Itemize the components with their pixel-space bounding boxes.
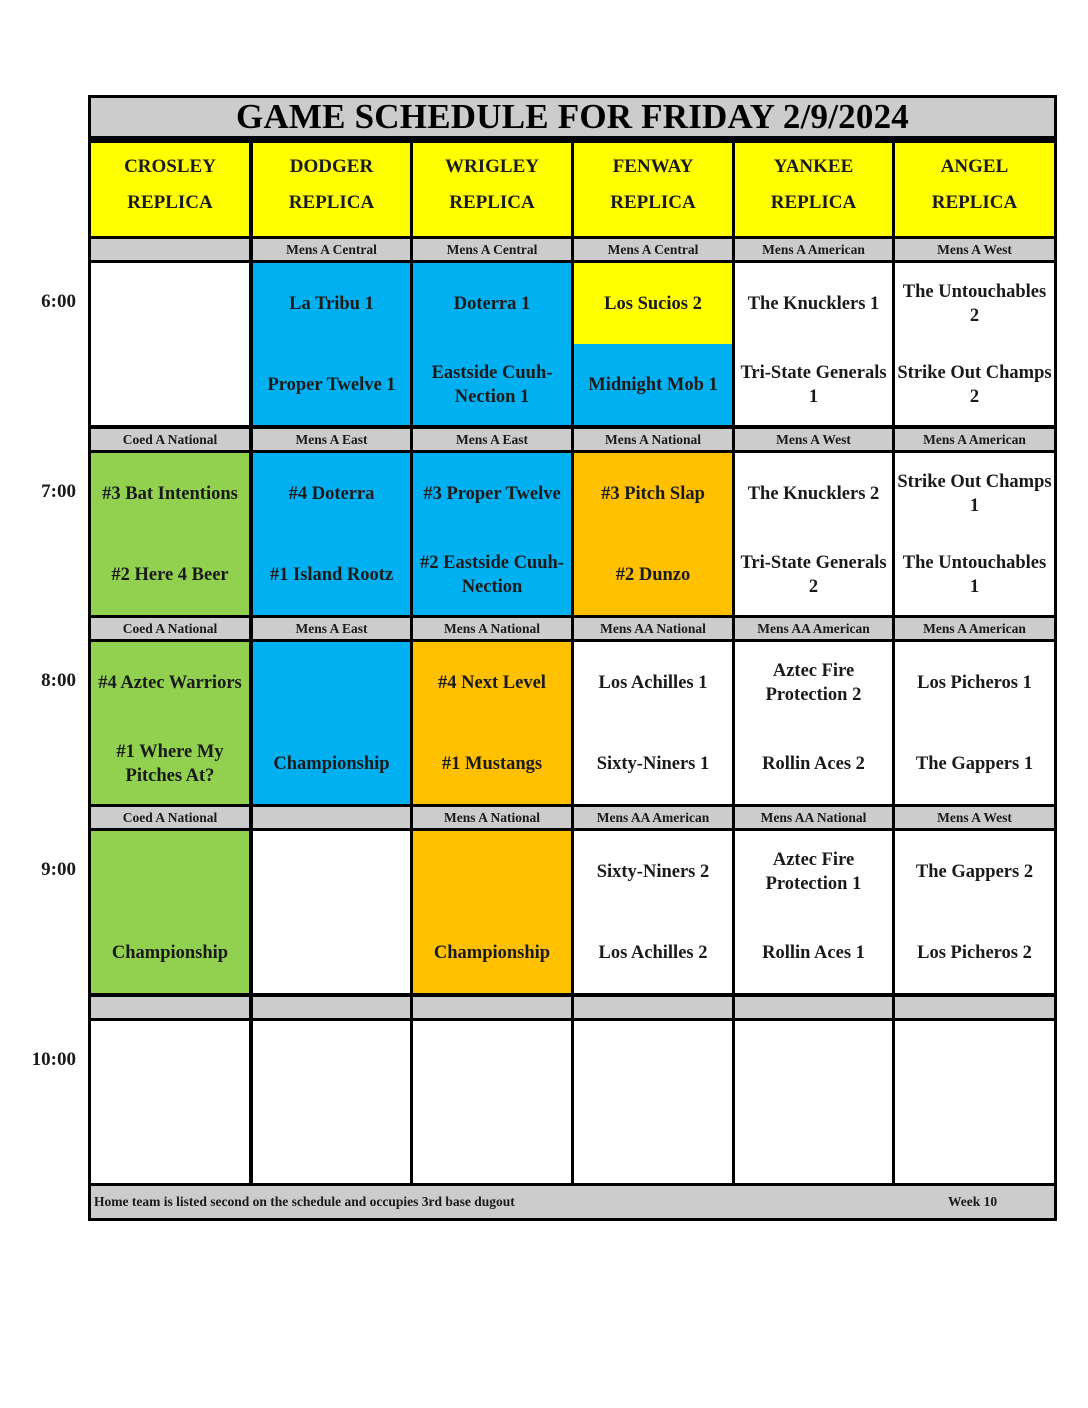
field-name: ANGEL [940, 156, 1009, 177]
division-label: Coed A National [91, 807, 249, 828]
away-team: Aztec Fire Protection 2 [765, 660, 862, 705]
division-label: Mens A National [413, 807, 571, 828]
division-label: Mens A Central [413, 239, 571, 260]
footer-bar [91, 1186, 1054, 1218]
away-team: Los Achilles 1 [598, 672, 708, 693]
home-team: Los Picheros 2 [917, 942, 1032, 963]
home-team: #1 Mustangs [441, 753, 543, 774]
away-team: Los Picheros 1 [917, 672, 1032, 693]
game-cell [91, 831, 249, 993]
field-header [413, 143, 571, 236]
division-label: Mens AA American [574, 807, 732, 828]
away-team [253, 831, 410, 912]
field-name: FENWAY [612, 156, 694, 177]
home-team: Midnight Mob 1 [588, 374, 718, 395]
game-cell [735, 1021, 892, 1183]
home-team: Championship [273, 753, 390, 774]
division-label: Mens A National [574, 429, 732, 450]
game-cell [413, 642, 571, 804]
away-team: Sixty-Niners 2 [596, 861, 710, 882]
away-team [253, 1021, 410, 1102]
away-team: #3 Proper Twelve [423, 483, 561, 504]
game-cell [574, 453, 732, 615]
field-name: CROSLEY [124, 156, 216, 177]
division-label: Mens AA American [735, 618, 892, 639]
away-team: The Gappers 2 [915, 861, 1034, 882]
division-label: Mens A Central [253, 239, 410, 260]
division-label: Mens A West [895, 239, 1054, 260]
away-team: #4 Aztec Warriors [98, 672, 242, 693]
home-team: The Untouchables 1 [902, 552, 1047, 597]
game-cell [91, 263, 249, 425]
time-label: 10:00 [31, 1049, 76, 1070]
game-cell [895, 263, 1054, 425]
away-team: Doterra 1 [453, 293, 531, 314]
home-team: Los Achilles 2 [598, 942, 708, 963]
field-subtitle: REPLICA [770, 192, 857, 213]
division-label [413, 997, 571, 1018]
away-team: Los Sucios 2 [574, 263, 732, 344]
home-team [253, 1102, 410, 1183]
game-cell [574, 1021, 732, 1183]
game-cell [735, 831, 892, 993]
division-label: Mens A East [253, 618, 410, 639]
field-name: WRIGLEY [445, 156, 539, 177]
division-label: Mens A American [895, 429, 1054, 450]
home-team: #2 Dunzo [615, 564, 691, 585]
home-team: Rollin Aces 1 [762, 942, 865, 963]
home-team: Championship [433, 942, 551, 963]
home-team [413, 1102, 571, 1183]
division-label: Mens A National [413, 618, 571, 639]
home-team [735, 1102, 892, 1183]
game-cell [413, 1021, 571, 1183]
home-team: Tri-State Generals 1 [740, 362, 887, 407]
field-name: DODGER [289, 156, 374, 177]
footer-note: Home team is listed second on the schedule and occupies 3rd base dugout [94, 1194, 515, 1209]
game-cell [91, 453, 249, 615]
field-subtitle: REPLICA [449, 192, 535, 213]
away-team [574, 1021, 732, 1102]
home-team: The Gappers 1 [915, 753, 1034, 774]
time-label: 9:00 [41, 859, 76, 880]
game-cell [735, 453, 892, 615]
game-cell [895, 831, 1054, 993]
away-team [91, 1021, 249, 1102]
time-label: 7:00 [41, 481, 76, 502]
away-team [91, 263, 249, 344]
division-label: Mens A Central [574, 239, 732, 260]
time-label: 8:00 [41, 670, 76, 691]
field-subtitle: REPLICA [610, 192, 696, 213]
field-subtitle: REPLICA [931, 192, 1018, 213]
game-cell [413, 831, 571, 993]
away-team: #4 Next Level [438, 672, 546, 693]
home-team [91, 1102, 249, 1183]
home-team: Eastside Cuuh-Nection 1 [431, 362, 553, 407]
home-team: #2 Here 4 Beer [111, 564, 229, 585]
away-team: The Knucklers 1 [747, 293, 880, 314]
game-cell [253, 642, 410, 804]
division-label: Mens A American [895, 618, 1054, 639]
away-team: The Knucklers 2 [747, 483, 880, 504]
home-team: Proper Twelve 1 [267, 374, 396, 395]
field-subtitle: REPLICA [288, 192, 375, 213]
away-team: Aztec Fire Protection 1 [765, 849, 862, 894]
home-team: Championship [111, 942, 229, 963]
game-cell [253, 453, 410, 615]
division-label [735, 997, 892, 1018]
away-team [91, 831, 249, 912]
game-cell [413, 453, 571, 615]
division-label: Coed A National [91, 618, 249, 639]
week-label: Week 10 [948, 1194, 998, 1209]
field-subtitle: REPLICA [127, 192, 213, 213]
field-header [91, 143, 249, 236]
away-team [895, 1021, 1054, 1102]
away-team [413, 831, 571, 912]
division-label: Mens A East [253, 429, 410, 450]
division-label: Mens A West [735, 429, 892, 450]
game-cell [91, 642, 249, 804]
division-label: Coed A National [91, 429, 249, 450]
division-label [91, 997, 249, 1018]
game-cell [895, 453, 1054, 615]
game-cell [895, 642, 1054, 804]
game-cell [253, 831, 410, 993]
division-label [91, 239, 249, 260]
home-team: Sixty-Niners 1 [596, 753, 710, 774]
away-team: Strike Out Champs 1 [897, 471, 1052, 516]
field-header [253, 143, 410, 236]
division-label: Mens A East [413, 429, 571, 450]
away-team [253, 642, 410, 723]
game-cell [253, 1021, 410, 1183]
division-label: Mens AA National [574, 618, 732, 639]
time-label: 6:00 [41, 291, 76, 312]
game-cell [895, 1021, 1054, 1183]
field-header [895, 143, 1054, 236]
game-cell [574, 831, 732, 993]
home-team: Tri-State Generals 2 [740, 552, 887, 597]
away-team: The Untouchables 2 [902, 281, 1047, 326]
game-cell [735, 263, 892, 425]
home-team [91, 344, 249, 425]
game-cell [735, 642, 892, 804]
division-label [253, 997, 410, 1018]
division-label [574, 997, 732, 1018]
away-team: La Tribu 1 [289, 293, 374, 314]
division-label: Mens A American [735, 239, 892, 260]
home-team [253, 912, 410, 993]
field-header [574, 143, 732, 236]
division-label: Mens A West [895, 807, 1054, 828]
division-label [895, 997, 1054, 1018]
division-label [253, 807, 410, 828]
game-cell [253, 263, 410, 425]
game-cell [574, 642, 732, 804]
field-name: YANKEE [773, 156, 854, 177]
away-team: #3 Bat Intentions [102, 483, 238, 504]
home-team: #2 Eastside Cuuh-Nection [420, 552, 564, 597]
home-team: #1 Island Rootz [269, 564, 394, 585]
away-team [413, 1021, 571, 1102]
field-header [735, 143, 892, 236]
home-team [895, 1102, 1054, 1183]
game-cell [574, 263, 732, 425]
away-team: #3 Pitch Slap [601, 483, 705, 504]
away-team: #4 Doterra [288, 483, 375, 504]
game-cell [413, 263, 571, 425]
home-team [574, 1102, 732, 1183]
game-cell [91, 1021, 249, 1183]
home-team: #1 Where My Pitches At? [116, 741, 224, 786]
home-team: Rollin Aces 2 [762, 753, 865, 774]
page-title: GAME SCHEDULE FOR FRIDAY 2/9/2024 [91, 98, 1054, 136]
home-team: Strike Out Champs 2 [897, 362, 1052, 407]
away-team [735, 1021, 892, 1102]
schedule-sheet [88, 95, 1057, 1221]
division-label: Mens AA National [735, 807, 892, 828]
